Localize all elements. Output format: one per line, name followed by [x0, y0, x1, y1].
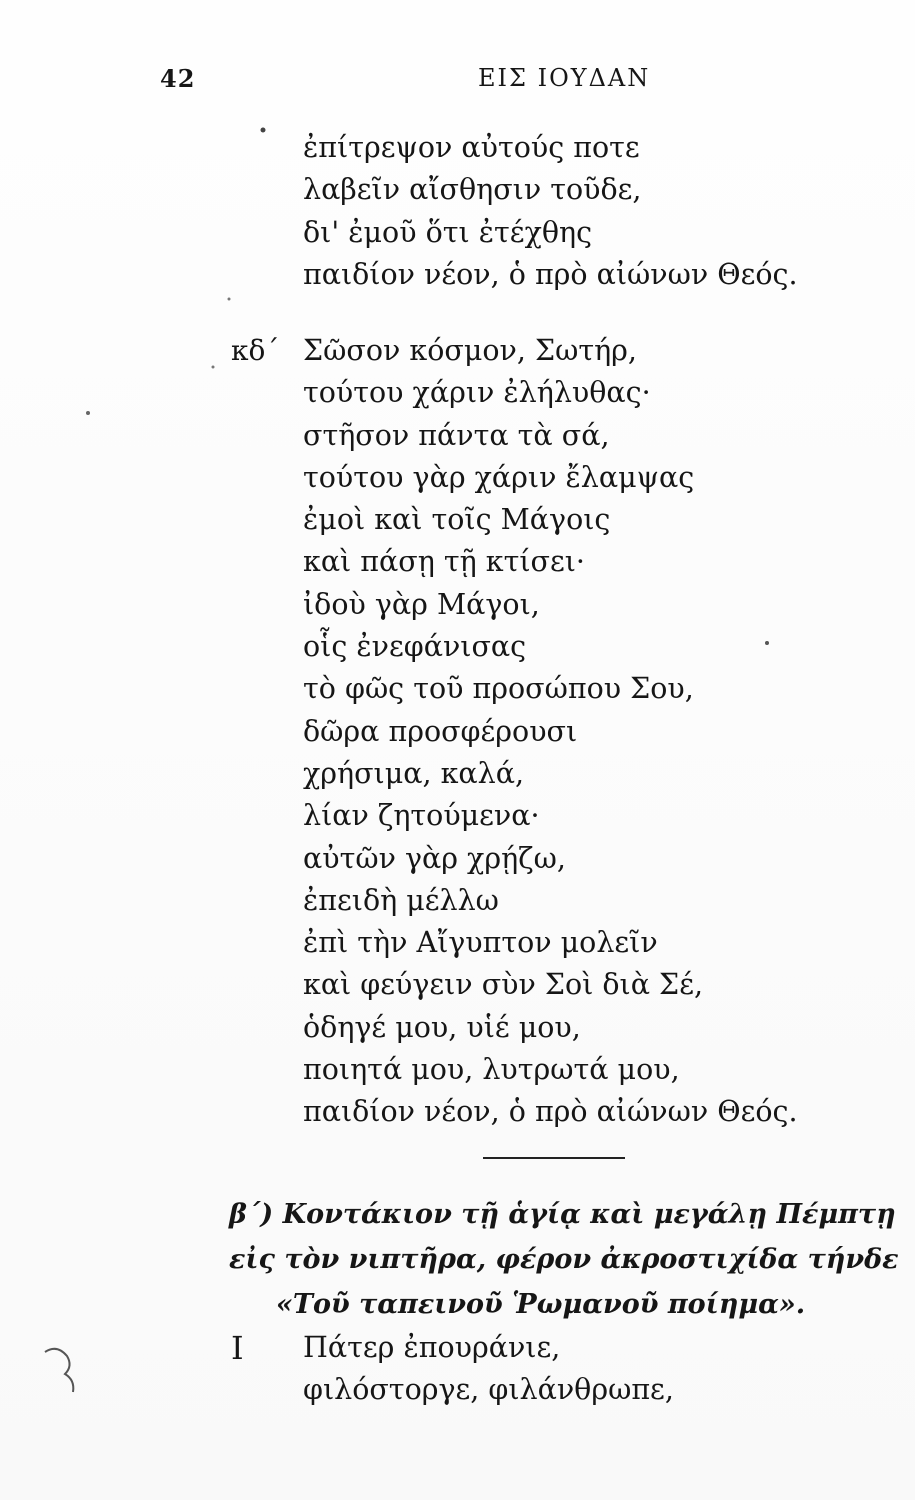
section-heading — [229, 1192, 899, 1327]
stanza-kd — [303, 330, 798, 1134]
stanza-number-i: Ι — [231, 1329, 244, 1367]
running-head: ΕΙΣ ΙΟΥΔΑΝ — [478, 64, 651, 92]
verse-line: παιδίον νέον, ὁ πρὸ αἰώνων Θεός. — [303, 1095, 798, 1129]
heading-line: εἰς τὸν νιπτῆρα, φέρον ἀκροστιχίδα τήνδε — [229, 1244, 899, 1275]
verse-line: Πάτερ ἐπουράνιε, — [303, 1331, 561, 1364]
verse-line: Σῶσον κόσμον, Σωτήρ, — [303, 334, 637, 367]
verse-line: οἷς ἐνεφάνισας — [303, 630, 527, 664]
verse-line: λίαν ζητούμενα· — [303, 799, 540, 833]
page-number: 42 — [160, 64, 196, 93]
heading-line: «Τοῦ ταπεινοῦ Ῥωμανοῦ ποίημα». — [276, 1289, 806, 1320]
verse-line: φιλόστοργε, φιλάνθρωπε, — [303, 1373, 674, 1407]
section-divider — [483, 1157, 625, 1159]
heading-line: β΄) Κοντάκιον τῇ ἁγίᾳ καὶ μεγάλῃ Πέμπτῃ — [229, 1199, 896, 1230]
verse-line: χρήσιμα, καλά, — [303, 756, 525, 790]
verse-line: λαβεῖν αἴσθησιν τοῦδε, — [303, 173, 642, 207]
verse-line: ἐμοὶ καὶ τοῖς Μάγοις — [303, 503, 611, 537]
verse-line: δι' ἐμοῦ ὅτι ἐτέχθης — [303, 215, 593, 249]
stanza-i — [303, 1327, 674, 1412]
verse-line: δῶρα προσφέρουσι — [303, 714, 578, 748]
verse-line: καὶ πάσῃ τῇ κτίσει· — [303, 545, 585, 579]
verse-line: ἰδοὺ γὰρ Μάγοι, — [303, 587, 540, 621]
verse-line: ἐπὶ τὴν Αἴγυπτον μολεῖν — [303, 926, 658, 960]
verse-line: ὁδηγέ μου, υἱέ μου, — [303, 1010, 581, 1044]
verse-line: τούτου χάριν ἐλήλυθας· — [303, 376, 651, 410]
verse-line: τὸ φῶς τοῦ προσώπου Σου, — [303, 672, 694, 706]
stanza-continued — [303, 127, 798, 296]
verse-line: τούτου γὰρ χάριν ἔλαμψας — [303, 460, 695, 494]
verse-line: ἐπίτρεψον αὐτούς ποτε — [303, 131, 640, 164]
verse-line: στῆσον πάντα τὰ σά, — [303, 418, 610, 452]
verse-line: καὶ φεύγειν σὺν Σοὶ διὰ Σέ, — [303, 968, 704, 1002]
verse-line: παιδίον νέον, ὁ πρὸ αἰώνων Θεός. — [303, 257, 798, 291]
verse-line: ἐπειδὴ μέλλω — [303, 883, 499, 917]
stanza-number-kd: κδ΄ — [231, 334, 280, 367]
verse-line: ποιητά μου, λυτρωτά μου, — [303, 1053, 680, 1087]
verse-line: αὐτῶν γὰρ χρῄζω, — [303, 841, 566, 875]
